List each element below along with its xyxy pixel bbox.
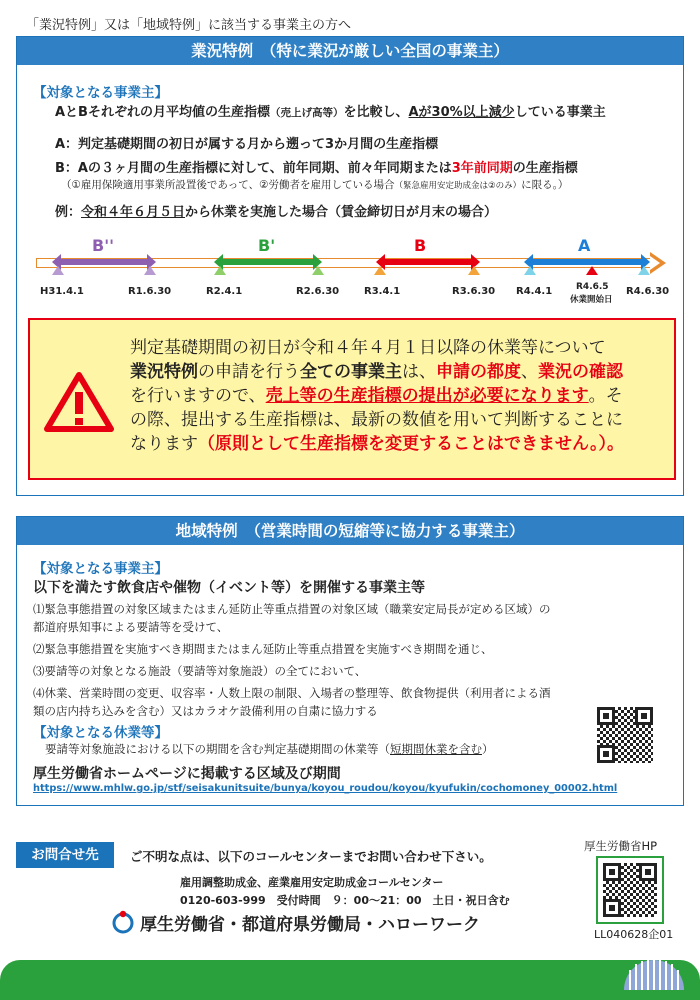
hp-qr-frame (596, 856, 664, 924)
section2-leave-heading: 【対象となる休業等】 (33, 725, 168, 741)
timeline-date: R3.4.1 (364, 286, 401, 297)
warning-box (28, 318, 676, 480)
mhlw-area-link[interactable]: https://www.mhlw.go.jp/stf/seisakunitsuite/bunya/koyou_roudou/koyou/kyufukin/cochomoney_00002.html (33, 783, 618, 794)
tick-marker (214, 266, 226, 275)
timeline-date: R1.6.30 (128, 286, 172, 297)
timeline-date: R2.4.1 (206, 286, 243, 297)
call-center-name: 雇用調整助成金、産業雇用安定助成金コールセンター (180, 876, 444, 889)
example-statement: 例：令和４年６月５日から休業を実施した場合（賃金締切日が月末の場合） (55, 205, 498, 220)
tick-marker (52, 266, 64, 275)
period-arrow-b2 (60, 259, 148, 265)
b-definition: B：Aの３ヶ月間の生産指標に対して、前年同期、前々年同期または3年前同期の生産指標 (55, 161, 578, 176)
section2-header: 地域特例 （営業時間の短縮等に協力する事業主） (17, 517, 683, 545)
tick-marker (586, 266, 598, 275)
document-code: LL040628企01 (594, 928, 674, 941)
timeline-date: H31.4.1 (40, 286, 84, 297)
tick-marker (312, 266, 324, 275)
leave-start-date: R4.6.5 (576, 282, 609, 292)
area-qr-code[interactable] (597, 707, 653, 763)
leave-description: 要請等対象施設における以下の期間を含む判定基礎期間の休業等（短期間休業を含む） (45, 742, 494, 756)
period-arrow-b (384, 259, 472, 265)
organization-name: 厚生労働省・都道府県労働局・ハローワーク (140, 915, 480, 935)
b-definition-note: （①雇用保険適用事業所設置後であって、②労働者を雇用している場合（緊急雇用安定助成金は②のみ）に限る。） (61, 179, 569, 191)
period-label-b1: B' (258, 236, 276, 255)
regional-section (16, 516, 684, 806)
condition-item: 類の店内持ち込みを含む）又はカラオケ設備利用の自粛に協力する (33, 704, 378, 718)
section2-target-heading: 【対象となる事業主】 (33, 561, 168, 577)
section2-lead: 以下を満たす飲食店や催物（イベント等）を開催する事業主等 (33, 580, 425, 596)
footer-decoration-icon (622, 956, 686, 990)
tick-marker (468, 266, 480, 275)
warning-icon (44, 372, 114, 432)
timeline-date: R4.6.30 (626, 286, 670, 297)
condition-item: ⑵緊急事態措置を実施すべき期間またはまん延防止等重点措置を実施すべき期間を通じ、 (33, 642, 493, 656)
hp-qr-code[interactable] (603, 863, 657, 917)
condition-item: ⑶要請等の対象となる施設（要請等対象施設）の全てにおいて、 (33, 664, 367, 678)
condition-item: ⑴緊急事態措置の対象区域またはまん延防止等重点措置の対象区域（職業安定局長が定める区域）の (33, 602, 551, 616)
a-definition: A：判定基礎期間の初日が属する月から遡って3か月間の生産指標 (55, 137, 439, 152)
leave-start-note: 休業開始日 (570, 295, 613, 305)
contact-message: ご不明な点は、以下のコールセンターまでお問い合わせ下さい。 (130, 849, 492, 864)
tick-marker (374, 266, 386, 275)
period-label-b2: B'' (92, 236, 114, 255)
section1-target-heading: 【対象となる事業主】 (33, 85, 168, 101)
comparison-statement: AとBそれぞれの月平均値の生産指標（売上げ高等）を比較し、Aが30%以上減少している事業主 (55, 105, 606, 120)
period-arrow-b1 (222, 259, 314, 265)
footer-bar (0, 960, 700, 1000)
tick-marker (144, 266, 156, 275)
condition-item: ⑷休業、営業時間の変更、収容率・人数上限の制限、入場者の整理等、飲食物提供（利用者による酒 (33, 686, 551, 700)
hp-heading: 厚生労働省ホームページに掲載する区域及び期間 (33, 766, 341, 782)
timeline-date: R3.6.30 (452, 286, 496, 297)
timeline-date: R2.6.30 (296, 286, 340, 297)
top-note: 「業況特例」又は「地域特例」に該当する事業主の方へ (26, 18, 352, 33)
contact-badge: お問合せ先 (16, 842, 114, 868)
warning-text: 判定基礎期間の初日が令和４年４月１日以降の休業等について 業況特例の申請を行う全ての事業主は、申請の都度、業況の確認 を行いますので、売上等の生産指標の提出が必要になります。そ の際、提出する生産指標は、最新の数値を用いて判断することに なります（原則として生産指標を変更することはできません。）。 (130, 338, 625, 454)
timeline-date: R4.4.1 (516, 286, 553, 297)
tick-marker (638, 266, 650, 275)
mhlw-logo-icon (112, 910, 134, 934)
section1-header: 業況特例 （特に業況が厳しい全国の事業主） (17, 37, 683, 65)
call-center-phone[interactable]: 0120-603-999 受付時間 ９：00～21：00 土日・祝日含む (180, 894, 510, 907)
hp-qr-label: 厚生労働省HP (584, 839, 658, 853)
period-label-b: B (414, 236, 427, 255)
period-label-a: A (578, 236, 591, 255)
tick-marker (524, 266, 536, 275)
period-arrow-a (532, 259, 642, 265)
condition-item: 都道府県知事による要請等を受けて、 (33, 620, 229, 634)
